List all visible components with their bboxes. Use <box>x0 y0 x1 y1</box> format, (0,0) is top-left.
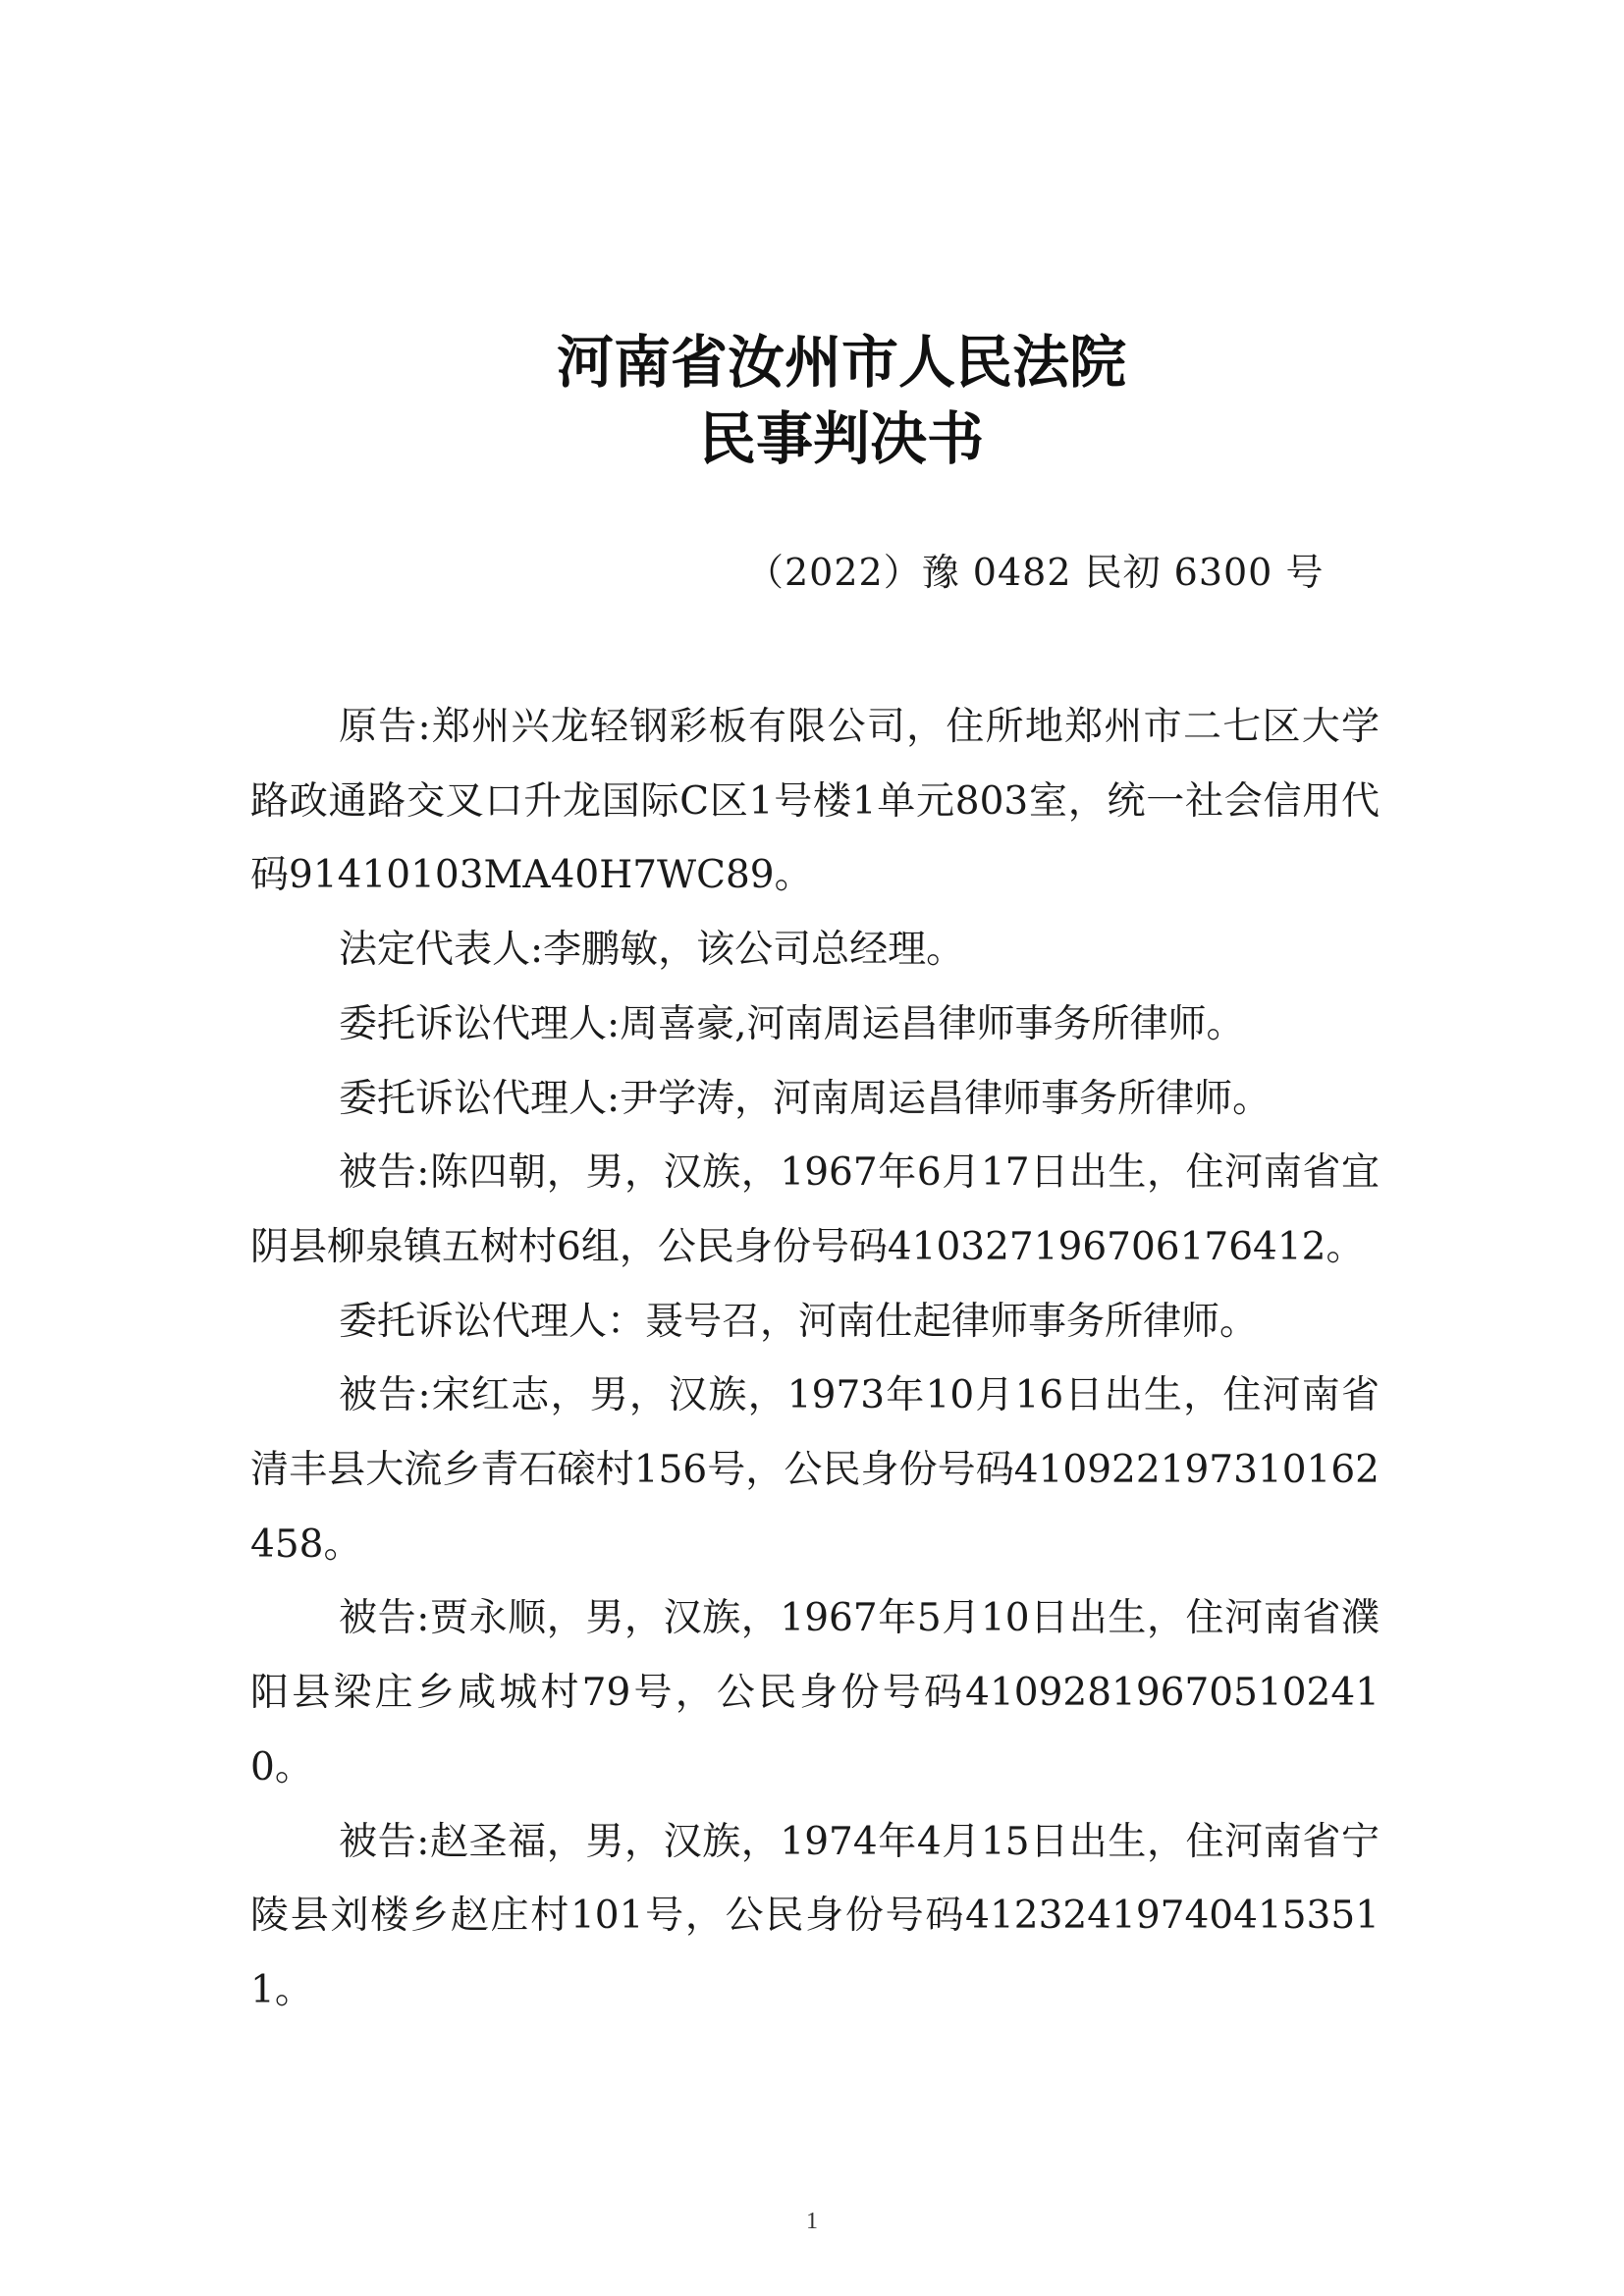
defendant-paragraph: 被告:赵圣福，男，汉族，1974年4月15日出生，住河南省宁陵县刘楼乡赵庄村101号，公民身份号码412324197404153511。 <box>250 1819 1380 2012</box>
page-number: 1 <box>806 2209 818 2234</box>
document-body <box>250 690 1380 2028</box>
case-number: （2022）豫 0482 民初 6300 号 <box>746 551 1325 594</box>
plaintiff-agent-paragraph: 委托诉讼代理人:周喜豪,河南周运昌律师事务所律师。 <box>339 1001 1245 1046</box>
defendant-paragraph: 被告:宋红志，男，汉族，1973年10月16日出生，住河南省清丰县大流乡青石磙村156号，公民身份号码410922197310162458。 <box>250 1373 1380 1567</box>
defendant-paragraph: 被告:贾永顺，男，汉族，1967年5月10日出生，住河南省濮阳县梁庄乡咸城村79号，公民身份号码410928196705102410。 <box>250 1596 1380 1789</box>
plaintiff-paragraph: 原告:郑州兴龙轻钢彩板有限公司，住所地郑州市二七区大学路政通路交叉口升龙国际C区1号楼1单元803室，统一社会信用代码91410103MA40H7WC89。 <box>250 705 1380 898</box>
defendant-paragraph: 被告:陈四朝，男，汉族，1967年6月17日出生，住河南省宜阴县柳泉镇五树村6组，公民身份号码410327196706176412。 <box>250 1150 1380 1269</box>
court-name: 河南省汝州市人民法院 <box>556 329 1126 396</box>
defendant-agent-paragraph: 委托诉讼代理人：聂号召，河南仕起律师事务所律师。 <box>339 1299 1259 1344</box>
legal-representative-paragraph: 法定代表人:李鹏敏，该公司总经理。 <box>339 928 965 973</box>
document-type: 民事判决书 <box>698 405 984 472</box>
plaintiff-agent-paragraph: 委托诉讼代理人:尹学涛，河南周运昌律师事务所律师。 <box>339 1076 1272 1121</box>
document-title <box>0 324 1624 477</box>
